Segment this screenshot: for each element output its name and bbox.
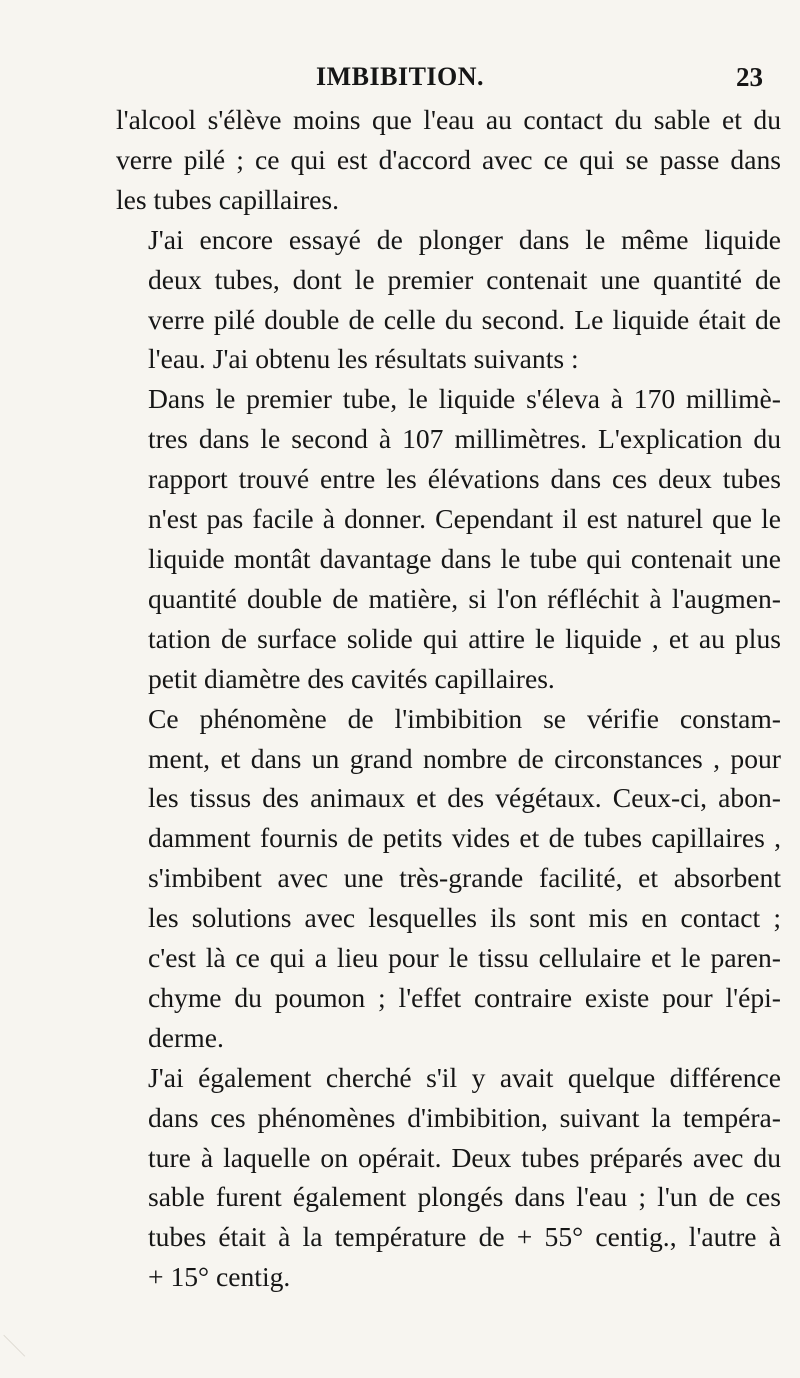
text-line: ment, et dans un grand nombre de circonstances , pour <box>148 742 781 774</box>
text-line: + 15° centig. <box>148 1261 291 1293</box>
text-line: chyme du poumon ; l'effet contraire existe pour l'épi- <box>148 981 781 1013</box>
page-corner-mark <box>0 1335 25 1378</box>
text-line: rapport trouvé entre les élévations dans ces deux tubes <box>148 463 781 495</box>
page-number: 23 <box>736 62 763 92</box>
running-title: IMBIBITION. <box>316 62 485 91</box>
text-line: damment fournis de petits vides et de tubes capillaires , <box>148 822 781 854</box>
text-line: petit diamètre des cavités capillaires. <box>148 662 555 694</box>
paragraph <box>116 379 781 698</box>
text-line: J'ai également cherché s'il y avait quelque différence <box>148 1061 781 1093</box>
text-line: derme. <box>148 1021 224 1053</box>
text-line: verre pilé ; ce qui est d'accord avec ce qui se passe dans <box>116 143 781 175</box>
text-line: tation de surface solide qui attire le liquide , et au plus <box>148 622 781 654</box>
running-head <box>116 60 781 100</box>
text-line: l'eau. J'ai obtenu les résultats suivants : <box>148 343 579 375</box>
text-line: l'alcool s'élève moins que l'eau au contact du sable et du <box>116 104 781 135</box>
text-line: Ce phénomène de l'imbibition se vérifie constam- <box>148 702 781 734</box>
text-line: les tissus des animaux et des végétaux. Ceux-ci, abon- <box>148 782 781 814</box>
text-line: les tubes capillaires. <box>116 183 339 215</box>
text-line: dans ces phénomènes d'imbibition, suivant la tempéra- <box>148 1101 781 1133</box>
paragraph <box>116 699 781 1058</box>
paragraph <box>116 220 781 380</box>
text-line: n'est pas facile à donner. Cependant il est naturel que le <box>148 503 781 535</box>
text-line: tres dans le second à 107 millimètres. L'explication du <box>148 423 781 455</box>
paragraph <box>116 100 781 220</box>
text-line: verre pilé double de celle du second. Le liquide était de <box>148 303 781 335</box>
book-page <box>116 60 781 1297</box>
text-line: tubes était à la température de + 55° centig., l'autre à <box>148 1221 781 1253</box>
text-line: c'est là ce qui a lieu pour le tissu cellulaire et le paren- <box>148 942 781 974</box>
text-line: sable furent également plongés dans l'eau ; l'un de ces <box>148 1181 781 1213</box>
text-line: quantité double de matière, si l'on réfléchit à l'augmen- <box>148 582 781 614</box>
text-line: s'imbibent avec une très-grande facilité, et absorbent <box>148 862 781 894</box>
text-line: Dans le premier tube, le liquide s'éleva à 170 millimè- <box>148 383 781 415</box>
paragraph <box>116 1058 781 1297</box>
text-line: ture à laquelle on opérait. Deux tubes préparés avec du <box>148 1141 781 1173</box>
text-line: liquide montât davantage dans le tube qui contenait une <box>148 542 781 574</box>
text-line: deux tubes, dont le premier contenait une quantité de <box>148 263 781 295</box>
text-line: les solutions avec lesquelles ils sont mis en contact ; <box>148 902 781 934</box>
body-text <box>116 100 781 1297</box>
text-line: J'ai encore essayé de plonger dans le même liquide <box>148 223 781 255</box>
